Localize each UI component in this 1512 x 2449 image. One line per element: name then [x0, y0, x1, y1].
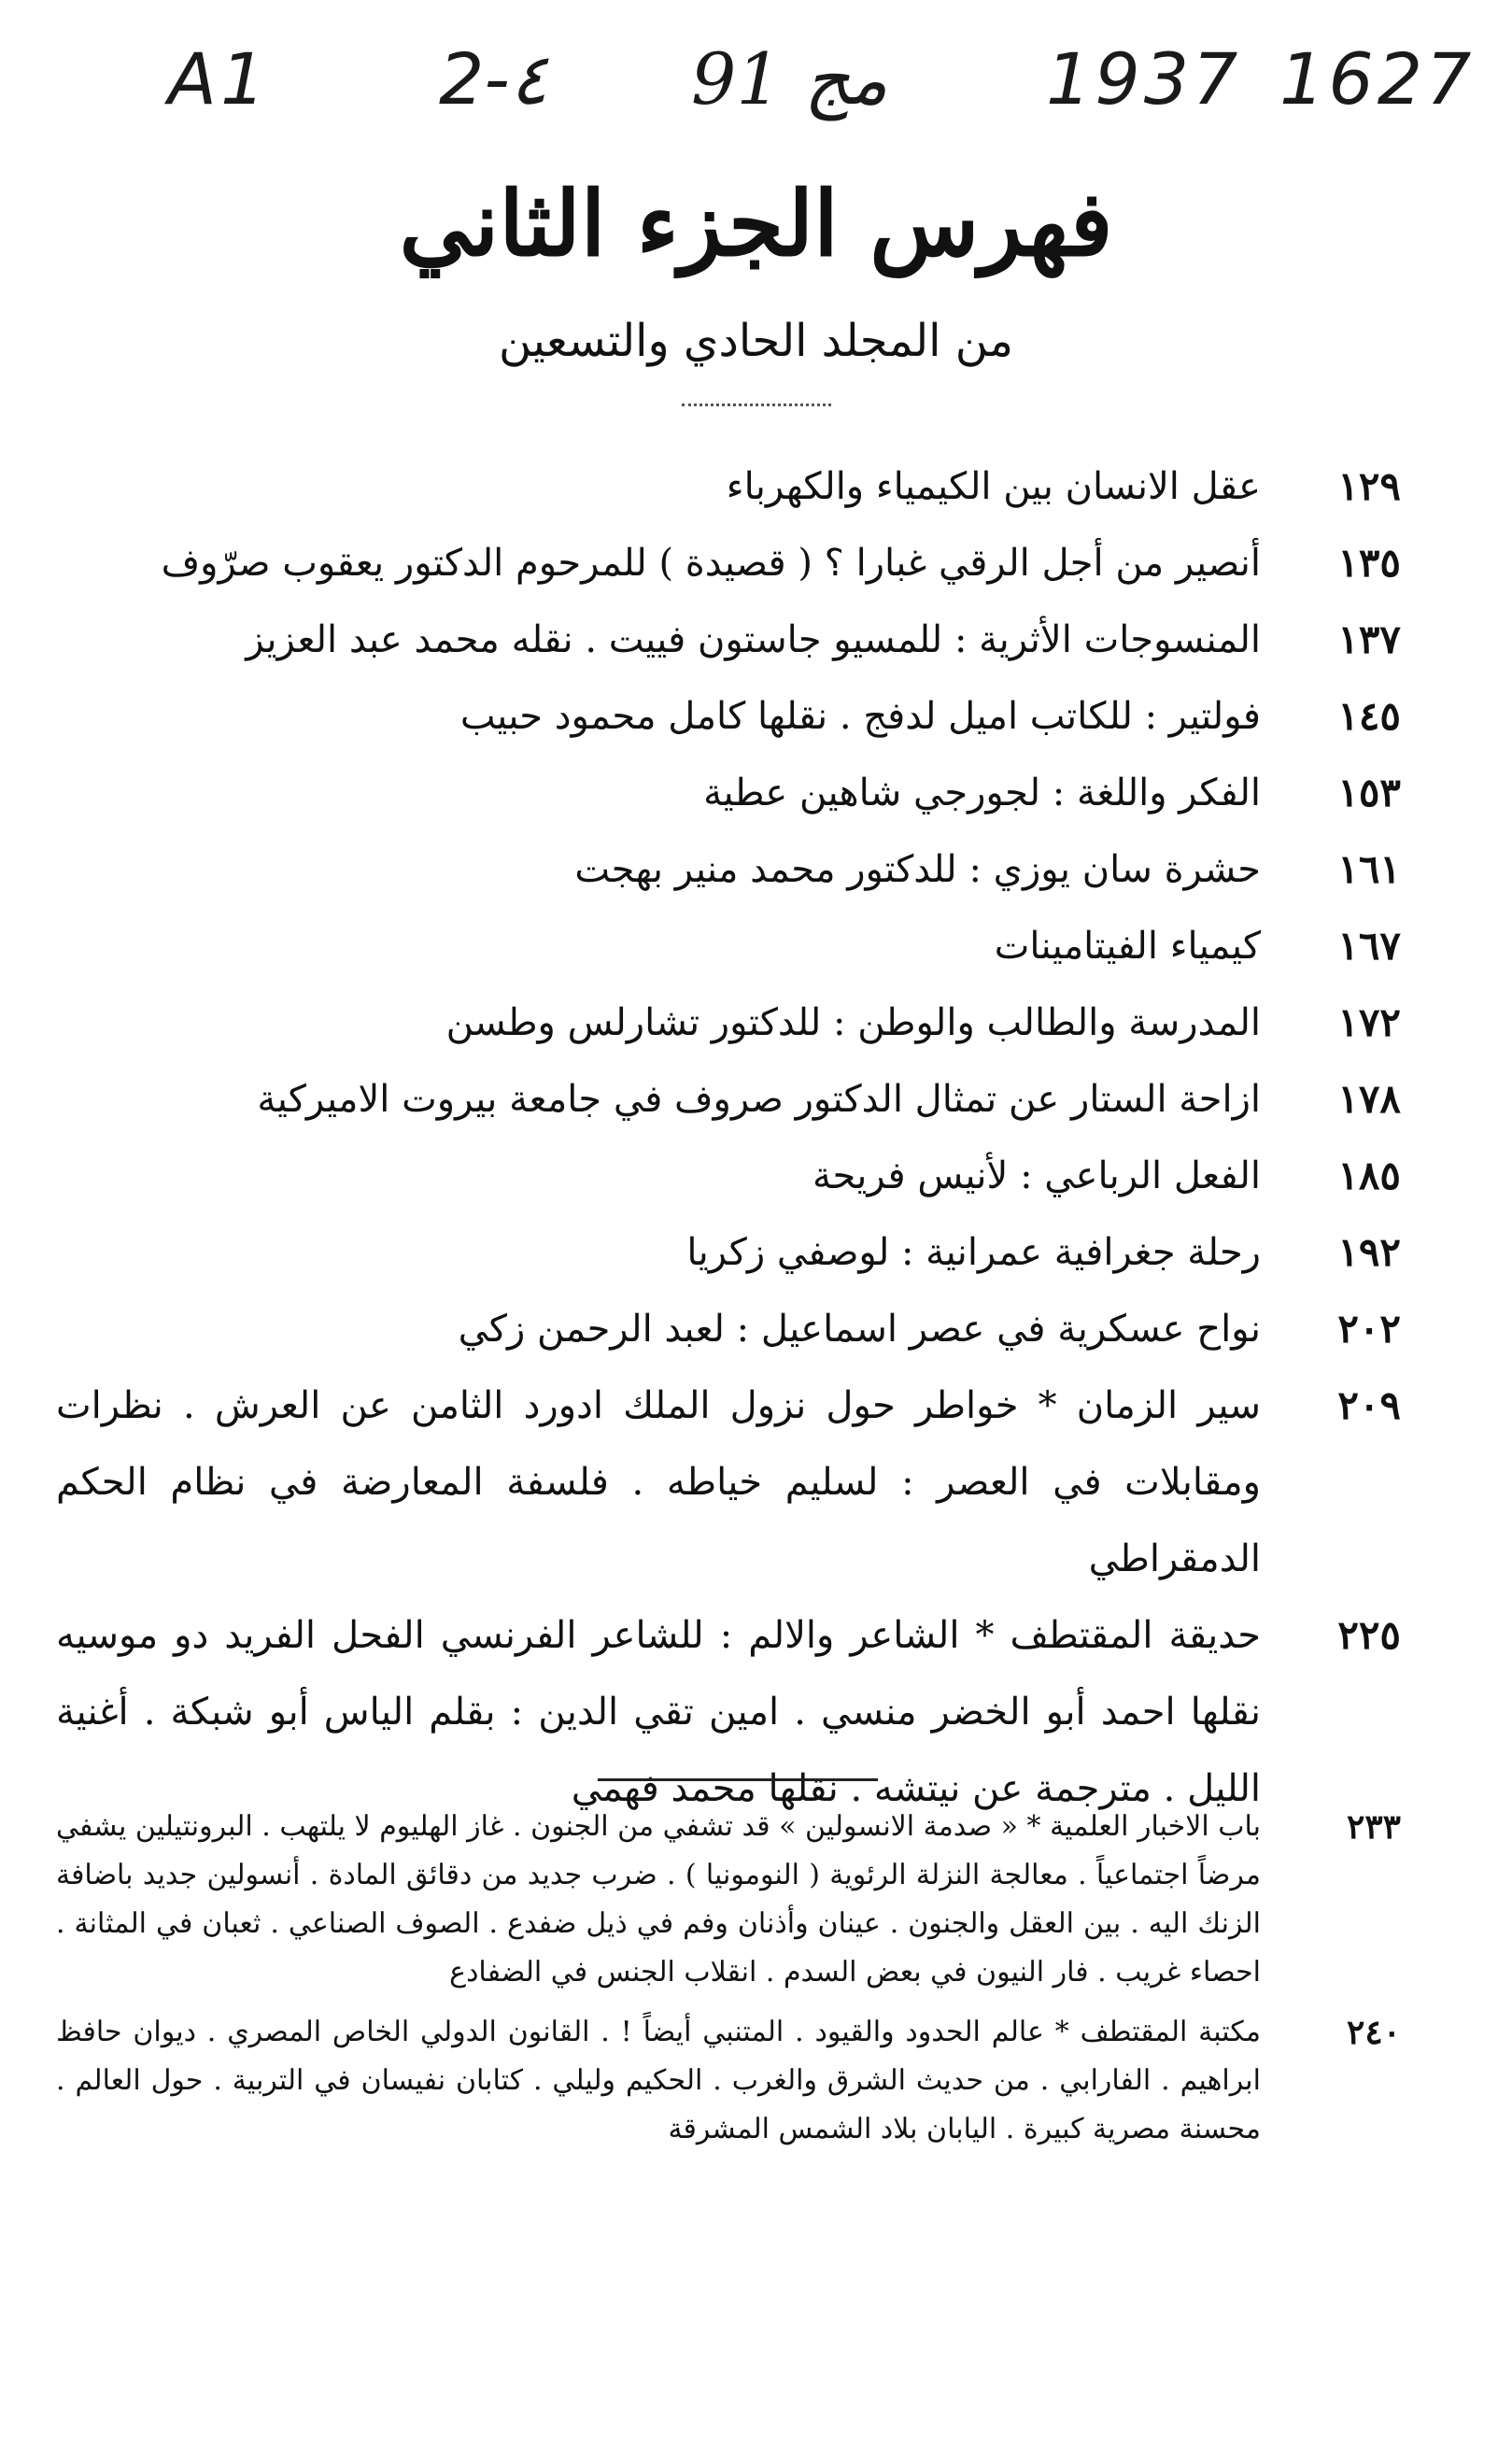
toc-entry	[56, 908, 1401, 984]
toc-entry	[56, 984, 1401, 1061]
toc-entry	[56, 448, 1401, 525]
toc-list	[56, 448, 1401, 1827]
toc-page-number: ١٩٢	[1337, 1229, 1401, 1275]
toc-entry	[56, 602, 1401, 678]
toc-entry-title: رحلة جغرافية عمرانية : لوصفي زكريا	[686, 1231, 1261, 1274]
toc-entry-title: أنصير من أجل الرقي غبارا ؟ ( قصيدة ) للمرحوم الدكتور يعقوب صرّوف	[161, 542, 1261, 585]
toc-entry	[56, 755, 1401, 831]
toc-entry	[56, 1803, 1401, 1997]
handwritten-volume: 91 مج	[691, 37, 888, 120]
toc-entry-title: كيمياء الفيتامينات	[994, 925, 1261, 968]
toc-entry	[56, 1291, 1401, 1367]
handwritten-catalog-note	[131, 37, 1476, 140]
toc-page-number: ٢٠٢	[1337, 1306, 1401, 1352]
handwritten-issue: 2-٤	[439, 37, 548, 120]
toc-page-number: ١٦٧	[1337, 923, 1401, 969]
toc-entry	[56, 1597, 1401, 1827]
toc-page-number: ١٧٢	[1337, 999, 1401, 1045]
handwritten-year: 1937	[1046, 37, 1242, 120]
handwritten-code: A1	[168, 37, 270, 120]
toc-entry	[56, 1061, 1401, 1138]
toc-entry-title: الفعل الرباعي : لأنيس فريحة	[813, 1154, 1261, 1197]
toc-entry-title: نواح عسكرية في عصر اسماعيل : لعبد الرحمن زكي	[458, 1308, 1261, 1351]
toc-entry-title: حشرة سان يوزي : للدكتور محمد منير بهجت	[574, 848, 1261, 891]
toc-entry	[56, 1367, 1401, 1597]
toc-page-number: ١٨٥	[1337, 1153, 1401, 1198]
toc-entry-title: ازاحة الستار عن تمثال الدكتور صروف في جامعة بيروت الاميركية	[257, 1078, 1261, 1121]
toc-entry-title: مكتبة المقتطف * عالم الحدود والقيود . المتنبي أيضاً ! . القانون الدولي الخاص المصري . ديوان حافظ ابراهيم . الفارابي . من حديث الشرق والغرب . الحكيم وليلي . كتابان نفيسان في التربية . حول العالم . محسنة مصرية كبيرة . اليابان بلاد الشمس المشرقة	[56, 2016, 1261, 2145]
toc-entry	[56, 525, 1401, 602]
toc-page-number: ١٧٨	[1337, 1076, 1401, 1122]
toc-entry-title: المدرسة والطالب والوطن : للدكتور تشارلس وطسن	[445, 1001, 1261, 1044]
toc-page-number: ٢٤٠	[1346, 2013, 1401, 2052]
toc-entry	[56, 678, 1401, 755]
toc-list-small	[56, 1803, 1401, 2154]
toc-entry	[56, 2008, 1401, 2154]
toc-page-number: ١٣٧	[1337, 616, 1401, 662]
toc-entry	[56, 1138, 1401, 1214]
ornament-divider	[682, 403, 831, 412]
toc-page-number: ١٤٥	[1337, 693, 1401, 739]
toc-page-number: ١٣٥	[1337, 540, 1401, 586]
toc-page-number: ٢٠٩	[1337, 1382, 1401, 1428]
page-title: فهرس الجزء الثاني	[399, 171, 1113, 276]
page-subtitle: من المجلد الحادي والتسعين	[499, 315, 1013, 367]
toc-page-number: ١٥٣	[1337, 770, 1401, 815]
toc-entry-title: سير الزمان * خواطر حول نزول الملك ادورد الثامن عن العرش . نظرات ومقابلات في العصر : لسليم خياطه . فلسفة المعارضة في نظام الحكم الدمقراطي	[56, 1384, 1261, 1580]
toc-page-number: ١٦١	[1337, 846, 1401, 892]
toc-page-number: ٢٢٥	[1337, 1612, 1401, 1658]
toc-entry	[56, 831, 1401, 908]
toc-entry-title: المنسوجات الأثرية : للمسيو جاستون فييت . نقله محمد عبد العزيز	[246, 618, 1261, 661]
toc-page-number: ١٢٩	[1337, 463, 1401, 509]
toc-entry-title: باب الاخبار العلمية * « صدمة الانسولين » قد تشفي من الجنون . غاز الهليوم لا يلتهب . البرونتيلين يشفي مرضاً اجتماعياً . معالجة النزلة الرئوية ( النومونيا ) . ضرب جديد من دقائق المادة . أنسولين جديد باضافة الزنك اليه . بين العقل والجنون . عينان وأذنان وفم في ذيل ضفدع . الصوف الصناعي . ثعبان في المثانة . احصاء غريب . فار النيون في بعض السدم . انقلاب الجنس في الضفادع	[56, 1810, 1261, 1989]
toc-entry	[56, 1214, 1401, 1291]
toc-entry-title: فولتير : للكاتب اميل لدفج . نقلها كامل محمود حبيب	[459, 695, 1261, 738]
toc-entry-title: حديقة المقتطف * الشاعر والالم : للشاعر الفرنسي الفحل الفريد دو موسيه نقلها احمد أبو الخضر منسي . امين تقي الدين : بقلم الياس أبو شبكة . أغنية الليل . مترجمة عن نيتشه . نقلها محمد فهمي	[56, 1614, 1261, 1810]
toc-page-number: ٢٣٣	[1346, 1807, 1401, 1847]
toc-entry-title: الفكر واللغة : لجورجي شاهين عطية	[703, 772, 1261, 814]
toc-entry-title: عقل الانسان بين الكيمياء والكهرباء	[726, 465, 1261, 508]
handwritten-number: 1627	[1279, 37, 1476, 120]
section-divider	[598, 1778, 878, 1781]
